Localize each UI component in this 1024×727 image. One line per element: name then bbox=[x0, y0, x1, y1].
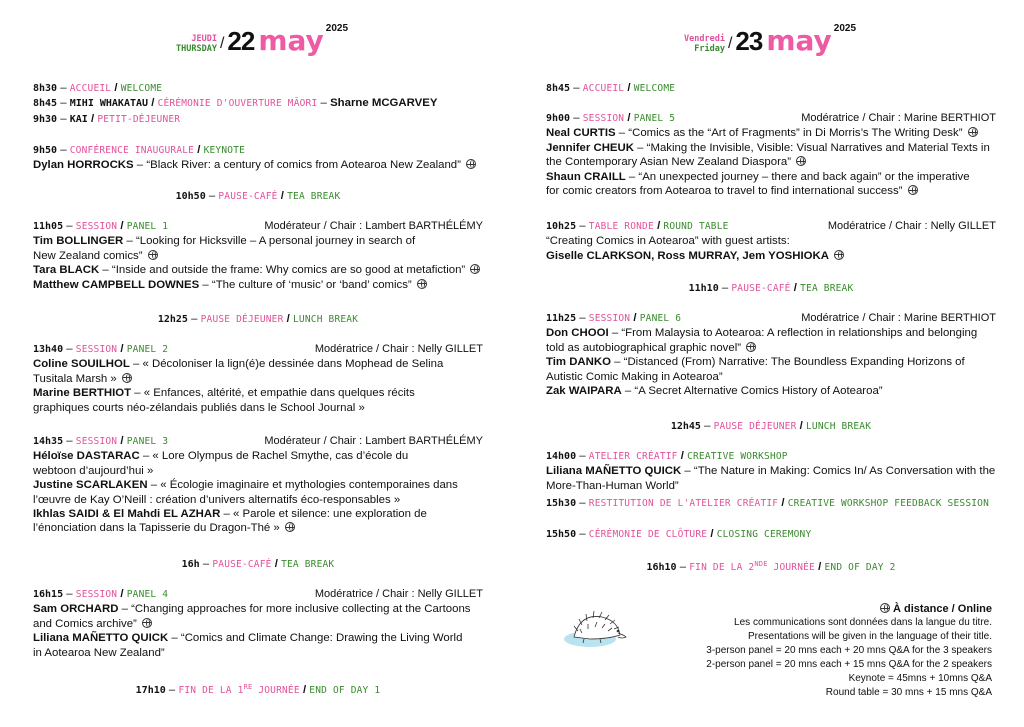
day2-closing: 15h50 – CÉRÉMONIE DE CLÔTURE / CLOSING CEREMONY bbox=[546, 528, 812, 540]
day2-panel-5: 9h00 – SESSION / PANEL 5 Modératrice / Chair : Marine BERTHIOT Neal CURTIS – “Comics as the “Art of Fragments” in Di Morris’s The Writing Desk” Jennifer CHEUK – “Making the Invisible, Visible: Visual Narratives and Material Texts in the Contemporary Asian New Zealand Diaspora” Shaun CRAILL – “An unexpected journey – there and back again” or the imperative for comic creators from Aotearoa to travel to find international success” bbox=[546, 112, 996, 198]
day1-panel-3: 14h35 – SESSION / PANEL 3 Modérateur / Chair : Lambert BARTHÉLÉMY Héloïse DASTARAC – « Lore Olympus de Rachel Smythe, cas d’école du webtoon d’aujourd’hui » Justine SCARLAKEN – « Écologie imaginaire et mythologies contemporaines dans l’œuvre de Kay O’Neill : création d’univers alternatifs éco-responsables » Ikhlas SAIDI & El Mahdi EL AZHAR – « Parole et silence: une exploration de l’énonciation dans la Tapisserie du Dragon-Thé » bbox=[33, 435, 483, 535]
day2-tea-break: 11h10 – PAUSE-CAFÉ / TEA BREAK bbox=[688, 282, 854, 294]
day1-end: 17h10 – FIN DE LA 1RE JOURNÉE / END OF DAY 1 bbox=[135, 683, 381, 696]
legend-line: 2-person panel = 20 mns each + 15 mns Q&A for the 2 speakers bbox=[706, 659, 992, 670]
globe-icon bbox=[142, 618, 152, 628]
day1-panel-4: 16h15 – SESSION / PANEL 4 Modératrice / Chair : Nelly GILLET Sam ORCHARD – “Changing approaches for more inclusive collecting at the Cartoons and Comics archive” Liliana MAÑETTO QUICK – “Comics and Climate Change: Drawing the Living World in Aotearoa New Zealand” bbox=[33, 588, 483, 659]
day2-date: 23 bbox=[735, 26, 763, 56]
moderator: Modératrice / Chair : Nelly GILLET bbox=[314, 588, 483, 600]
globe-icon bbox=[417, 279, 427, 289]
day1-day-fr: JEUDI bbox=[191, 34, 217, 44]
day1-date: 22 bbox=[227, 26, 255, 56]
globe-icon bbox=[122, 373, 132, 383]
globe-icon bbox=[285, 522, 295, 532]
day2-month: may bbox=[766, 24, 832, 57]
day1-year: 2025 bbox=[325, 23, 349, 34]
hedgehog-illustration bbox=[560, 603, 630, 653]
globe-icon bbox=[746, 342, 756, 352]
day2-end: 16h10 – FIN DE LA 2NDE JOURNÉE / END OF DAY 2 bbox=[646, 560, 896, 573]
day1-kai: 9h30 – KAI / PETIT-DÉJEUNER bbox=[33, 112, 181, 125]
day1-keynote: 9h50 – CONFÉRENCE INAUGURALE / KEYNOTE Dylan HORROCKS – “Black River: a century of comics from Aotearoa New Zealand” bbox=[33, 143, 483, 173]
moderator: Modératrice / Chair : Marine BERTHIOT bbox=[801, 112, 996, 124]
day1-date-header: JEUDI THURSDAY / 22 may 2025 bbox=[176, 23, 349, 57]
globe-icon bbox=[880, 603, 890, 613]
day1-panel-2: 13h40 – SESSION / PANEL 2 Modératrice / Chair : Nelly GILLET Coline SOUILHOL – « Décoloniser la lign(é)e dessinée dans Mophead de Selina Tusitala Marsh » Marine BERTHIOT – « Enfances, altérité, et empathie dans quelques récits graphiques courts néo-zélandais publiés dans le School Journal » bbox=[33, 343, 483, 414]
day2-day-en: Friday bbox=[694, 44, 725, 54]
day2-day-fr: Vendredi bbox=[684, 34, 725, 44]
day2-lunch: 12h45 – PAUSE DÉJEUNER / LUNCH BREAK bbox=[670, 420, 872, 432]
day2-welcome: 8h45 – ACCUEIL / WELCOME bbox=[546, 82, 676, 94]
day1-morning bbox=[33, 81, 483, 127]
legend bbox=[662, 602, 992, 700]
day2-feedback: 15h30 – RESTITUTION DE L'ATELIER CRÉATIF / CREATIVE WORKSHOP FEEDBACK SESSION bbox=[546, 497, 989, 509]
legend-line: Presentations will be given in the language of their title. bbox=[747, 631, 992, 642]
day2-panel-6: 11h25 – SESSION / PANEL 6 Modératrice / Chair : Marine BERTHIOT Don CHOOI – “From Malaysia to Aotearoa: A reflection in relationships and belonging told as autobiographical graphic novel” Tim DANKO – “Distanced (From) Narrative: The Boundless Expanding Horizons of Autistic Comic Making in Aotearoa” Zak WAIPARA – “A Secret Alternative Comics History of Aotearoa” bbox=[546, 312, 996, 398]
day1-panel-1: 11h05 – SESSION / PANEL 1 Modérateur / Chair : Lambert BARTHÉLÉMY Tim BOLLINGER – “Looking for Hicksville – A personal journey in search of New Zealand comics” Tara BLACK – “Inside and outside the frame: Why comics are so good at metafiction” Matthew CAMPBELL DOWNES – “The culture of ‘music’ or ‘band’ comics” bbox=[33, 220, 483, 291]
moderator: Modératrice / Chair : Nelly GILLET bbox=[314, 343, 483, 355]
moderator: Modérateur / Chair : Lambert BARTHÉLÉMY bbox=[264, 435, 483, 447]
legend-line: Keynote = 45mns + 10mns Q&A bbox=[848, 673, 992, 684]
day1-lunch: 12h25 – PAUSE DÉJEUNER / LUNCH BREAK bbox=[157, 313, 359, 325]
legend-title: À distance / Online bbox=[892, 603, 992, 615]
moderator: Modérateur / Chair : Lambert BARTHÉLÉMY bbox=[264, 220, 483, 232]
day2-date-header: Vendredi Friday / 23 may 2025 bbox=[684, 23, 857, 57]
globe-icon bbox=[968, 127, 978, 137]
globe-icon bbox=[148, 250, 158, 260]
legend-line: 3-person panel = 20 mns each + 20 mns Q&A for the 3 speakers bbox=[706, 645, 992, 656]
globe-icon bbox=[470, 264, 480, 274]
globe-icon bbox=[908, 185, 918, 195]
day1-month: may bbox=[258, 24, 324, 57]
moderator: Modératrice / Chair : Nelly GILLET bbox=[827, 220, 996, 232]
globe-icon bbox=[466, 159, 476, 169]
day1-day-en: THURSDAY bbox=[176, 44, 217, 54]
globe-icon bbox=[796, 156, 806, 166]
legend-line: Les communications sont données dans la langue du titre. bbox=[734, 617, 992, 628]
day1-tea-break-1: 10h50 – PAUSE-CAFÉ / TEA BREAK bbox=[175, 190, 341, 202]
day2-workshop: 14h00 – ATELIER CRÉATIF / CREATIVE WORKSHOP Liliana MAÑETTO QUICK – “The Nature in Making: Comics In/ As Conversation with the More-Than-Human World” bbox=[546, 450, 996, 492]
day2-round-table: 10h25 – TABLE RONDE / ROUND TABLE Modératrice / Chair : Nelly GILLET “Creating Comics in Aotearoa” with guest artists: Giselle CLARKSON, Ross MURRAY, Jem YOSHIOKA bbox=[546, 220, 996, 262]
moderator: Modératrice / Chair : Marine BERTHIOT bbox=[801, 312, 996, 324]
legend-line: Round table = 30 mns + 15 mns Q&A bbox=[825, 687, 992, 698]
day2-year: 2025 bbox=[833, 23, 857, 34]
globe-icon bbox=[834, 250, 844, 260]
day1-mihi: 8h45 – MIHI WHAKATAU / CÉRÉMONIE D'OUVERTURE MĀORI – Sharne MCGARVEY bbox=[33, 97, 438, 110]
day1-welcome: 8h30 – ACCUEIL / WELCOME bbox=[33, 82, 163, 94]
day1-tea-break-2: 16h – PAUSE-CAFÉ / TEA BREAK bbox=[181, 558, 335, 570]
